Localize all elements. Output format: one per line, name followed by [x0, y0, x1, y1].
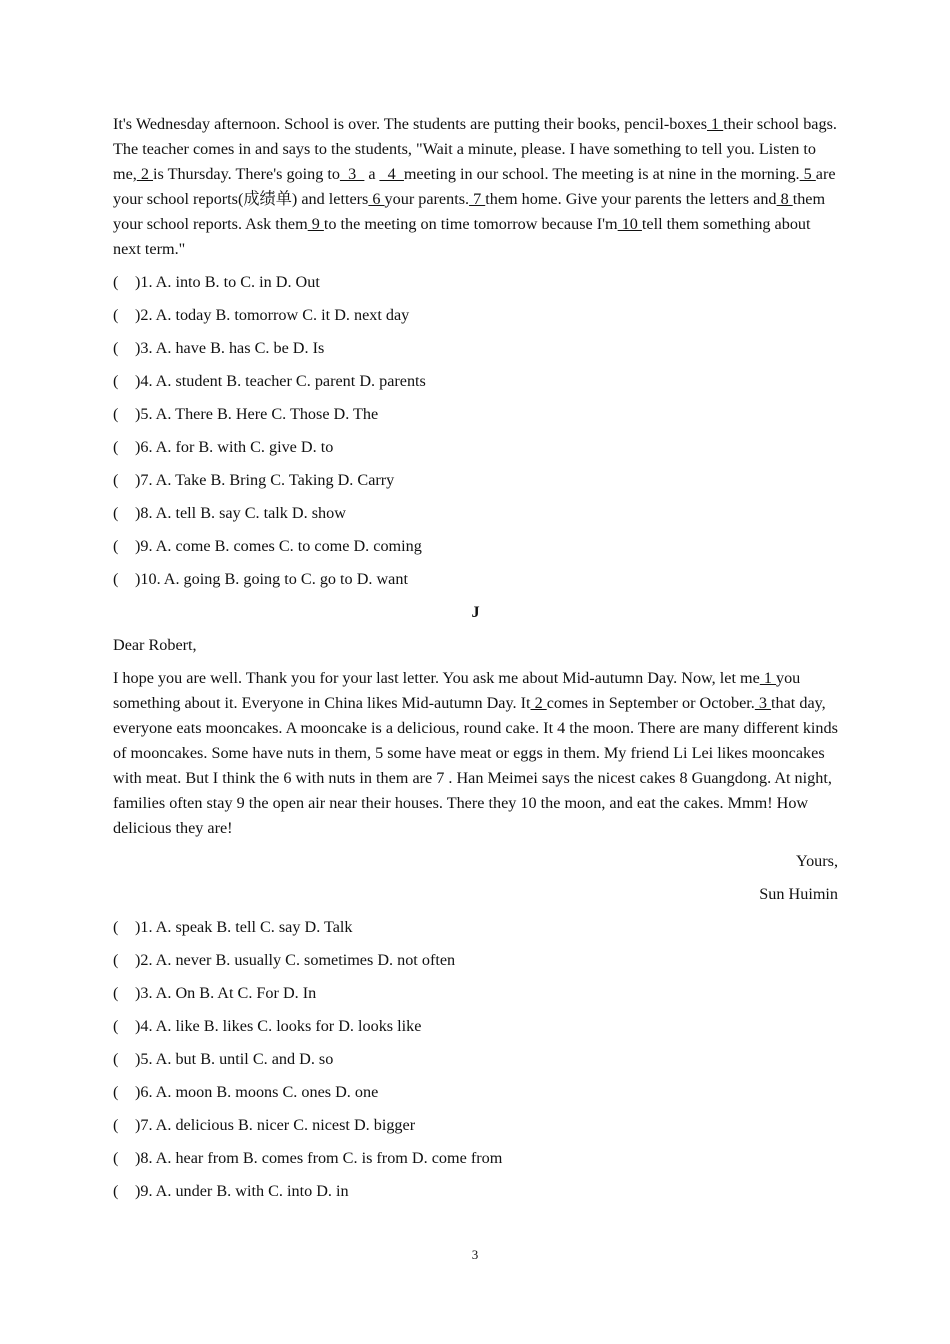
question-row	[113, 402, 838, 427]
blank-number: 3	[754, 694, 772, 712]
question-row	[113, 303, 838, 328]
answer-blank[interactable]: (	[113, 1149, 119, 1167]
cloze-passage-j	[113, 666, 838, 841]
passage-text: their school bags. The teacher comes in and says to the students, "Wait a minute, please. I have something to tell you. Listen to me,	[113, 115, 837, 183]
answer-blank[interactable]: (	[113, 306, 119, 324]
passage-text: to the meeting on time tomorrow because I'm	[323, 215, 618, 233]
question-list-j	[113, 915, 838, 1204]
question-text: )8. A. tell B. say C. talk D. show	[135, 504, 346, 522]
blank-number: 7	[469, 190, 486, 208]
question-row	[113, 948, 838, 973]
question-row	[113, 1080, 838, 1105]
blank-number: 1	[759, 669, 776, 687]
answer-blank[interactable]: (	[113, 1083, 119, 1101]
passage-text: them your school reports. Ask them	[113, 190, 826, 233]
blank-number: _4_	[379, 165, 404, 183]
passage-text: you something about it. Everyone in China likes Mid-autumn Day. It	[113, 669, 801, 712]
passage-text: are your school reports(成绩单) and letters	[113, 165, 836, 208]
passage-text: It's Wednesday afternoon. School is over. The students are putting their books, pencil-boxes	[113, 115, 707, 133]
blank-number: 10	[617, 215, 642, 233]
question-text: )4. A. student B. teacher C. parent D. parents	[135, 372, 426, 390]
question-text: )7. A. Take B. Bring C. Taking D. Carry	[135, 471, 395, 489]
answer-blank[interactable]: (	[113, 438, 119, 456]
answer-blank[interactable]: (	[113, 1182, 119, 1200]
letter-signature: Sun Huimin	[759, 885, 838, 903]
answer-blank[interactable]: (	[113, 570, 119, 588]
question-text: )8. A. hear from B. comes from C. is from D. come from	[135, 1149, 503, 1167]
passage-text: your parents.	[384, 190, 470, 208]
answer-blank[interactable]: (	[113, 372, 119, 390]
question-text: )1. A. speak B. tell C. say D. Talk	[135, 918, 353, 936]
question-text: )5. A. There B. Here C. Those D. The	[135, 405, 379, 423]
question-row	[113, 1179, 838, 1204]
question-text: )5. A. but B. until C. and D. so	[135, 1050, 334, 1068]
blank-number: 5	[799, 165, 816, 183]
passage-text: that day, everyone eats mooncakes. A mooncake is a delicious, round cake. It 4 the moon. There are many different kinds of mooncakes. Some have nuts in them, 5 some have meat or eggs in them. My friend Li Lei likes mooncakes with meat. But I think the 6 with nuts in them are 7 . Han Meimei says the nicest cakes 8 Guangdong. At night, families often stay 9 the open air near their houses. There they 10 the moon, and eat the cakes. Mmm! How delicious they are!	[113, 694, 838, 837]
blank-number: 6	[368, 190, 385, 208]
answer-blank[interactable]: (	[113, 537, 119, 555]
answer-blank[interactable]: (	[113, 339, 119, 357]
passage-text: a	[364, 165, 380, 183]
question-text: )6. A. for B. with C. give D. to	[135, 438, 334, 456]
answer-blank[interactable]: (	[113, 918, 119, 936]
question-list-i	[113, 270, 838, 592]
passage-text: I hope you are well. Thank you for your last letter. You ask me about Mid-autumn Day. Now, let me	[113, 669, 760, 687]
question-row	[113, 501, 838, 526]
question-row	[113, 1047, 838, 1072]
answer-blank[interactable]: (	[113, 1116, 119, 1134]
question-text: )4. A. like B. likes C. looks for D. looks like	[135, 1017, 422, 1035]
question-text: )10. A. going B. going to C. go to D. want	[135, 570, 408, 588]
question-row	[113, 336, 838, 361]
passage-text: is Thursday. There's going to	[153, 165, 340, 183]
answer-blank[interactable]: (	[113, 984, 119, 1002]
answer-blank[interactable]: (	[113, 1017, 119, 1035]
question-row	[113, 435, 838, 460]
blank-number: 8	[776, 190, 793, 208]
passage-text: tell them something about next term."	[113, 215, 811, 258]
answer-blank[interactable]: (	[113, 951, 119, 969]
answer-blank[interactable]: (	[113, 1050, 119, 1068]
question-row	[113, 270, 838, 295]
answer-blank[interactable]: (	[113, 471, 119, 489]
question-row	[113, 981, 838, 1006]
blank-number: 2	[530, 694, 547, 712]
answer-blank[interactable]: (	[113, 504, 119, 522]
document-page	[113, 112, 838, 1212]
cloze-passage-i	[113, 112, 838, 262]
question-text: )9. A. under B. with C. into D. in	[135, 1182, 349, 1200]
passage-text: comes in September or October.	[546, 694, 755, 712]
question-row	[113, 1146, 838, 1171]
section-title-j: J	[471, 603, 480, 621]
question-text: )6. A. moon B. moons C. ones D. one	[135, 1083, 379, 1101]
question-row	[113, 1113, 838, 1138]
blank-number: 2	[136, 165, 154, 183]
blank-number: 1	[707, 115, 724, 133]
question-row	[113, 468, 838, 493]
question-row	[113, 915, 838, 940]
question-row	[113, 369, 838, 394]
letter-closing: Yours,	[796, 852, 838, 870]
question-row	[113, 534, 838, 559]
question-row	[113, 1014, 838, 1039]
question-text: )3. A. have B. has C. be D. Is	[135, 339, 325, 357]
answer-blank[interactable]: (	[113, 405, 119, 423]
question-row	[113, 567, 838, 592]
question-text: )1. A. into B. to C. in D. Out	[135, 273, 320, 291]
answer-blank[interactable]: (	[113, 273, 119, 291]
passage-text: meeting in our school. The meeting is at nine in the morning.	[403, 165, 800, 183]
blank-number: 9	[307, 215, 324, 233]
question-text: )2. A. today B. tomorrow C. it D. next day	[135, 306, 410, 324]
letter-greeting: Dear Robert,	[113, 636, 197, 654]
passage-text: them home. Give your parents the letters and	[485, 190, 777, 208]
page-number: 3	[471, 1247, 479, 1262]
question-text: )3. A. On B. At C. For D. In	[135, 984, 317, 1002]
question-text: )7. A. delicious B. nicer C. nicest D. bigger	[135, 1116, 416, 1134]
blank-number: _3_	[339, 165, 365, 183]
question-text: )2. A. never B. usually C. sometimes D. not often	[135, 951, 456, 969]
question-text: )9. A. come B. comes C. to come D. coming	[135, 537, 422, 555]
